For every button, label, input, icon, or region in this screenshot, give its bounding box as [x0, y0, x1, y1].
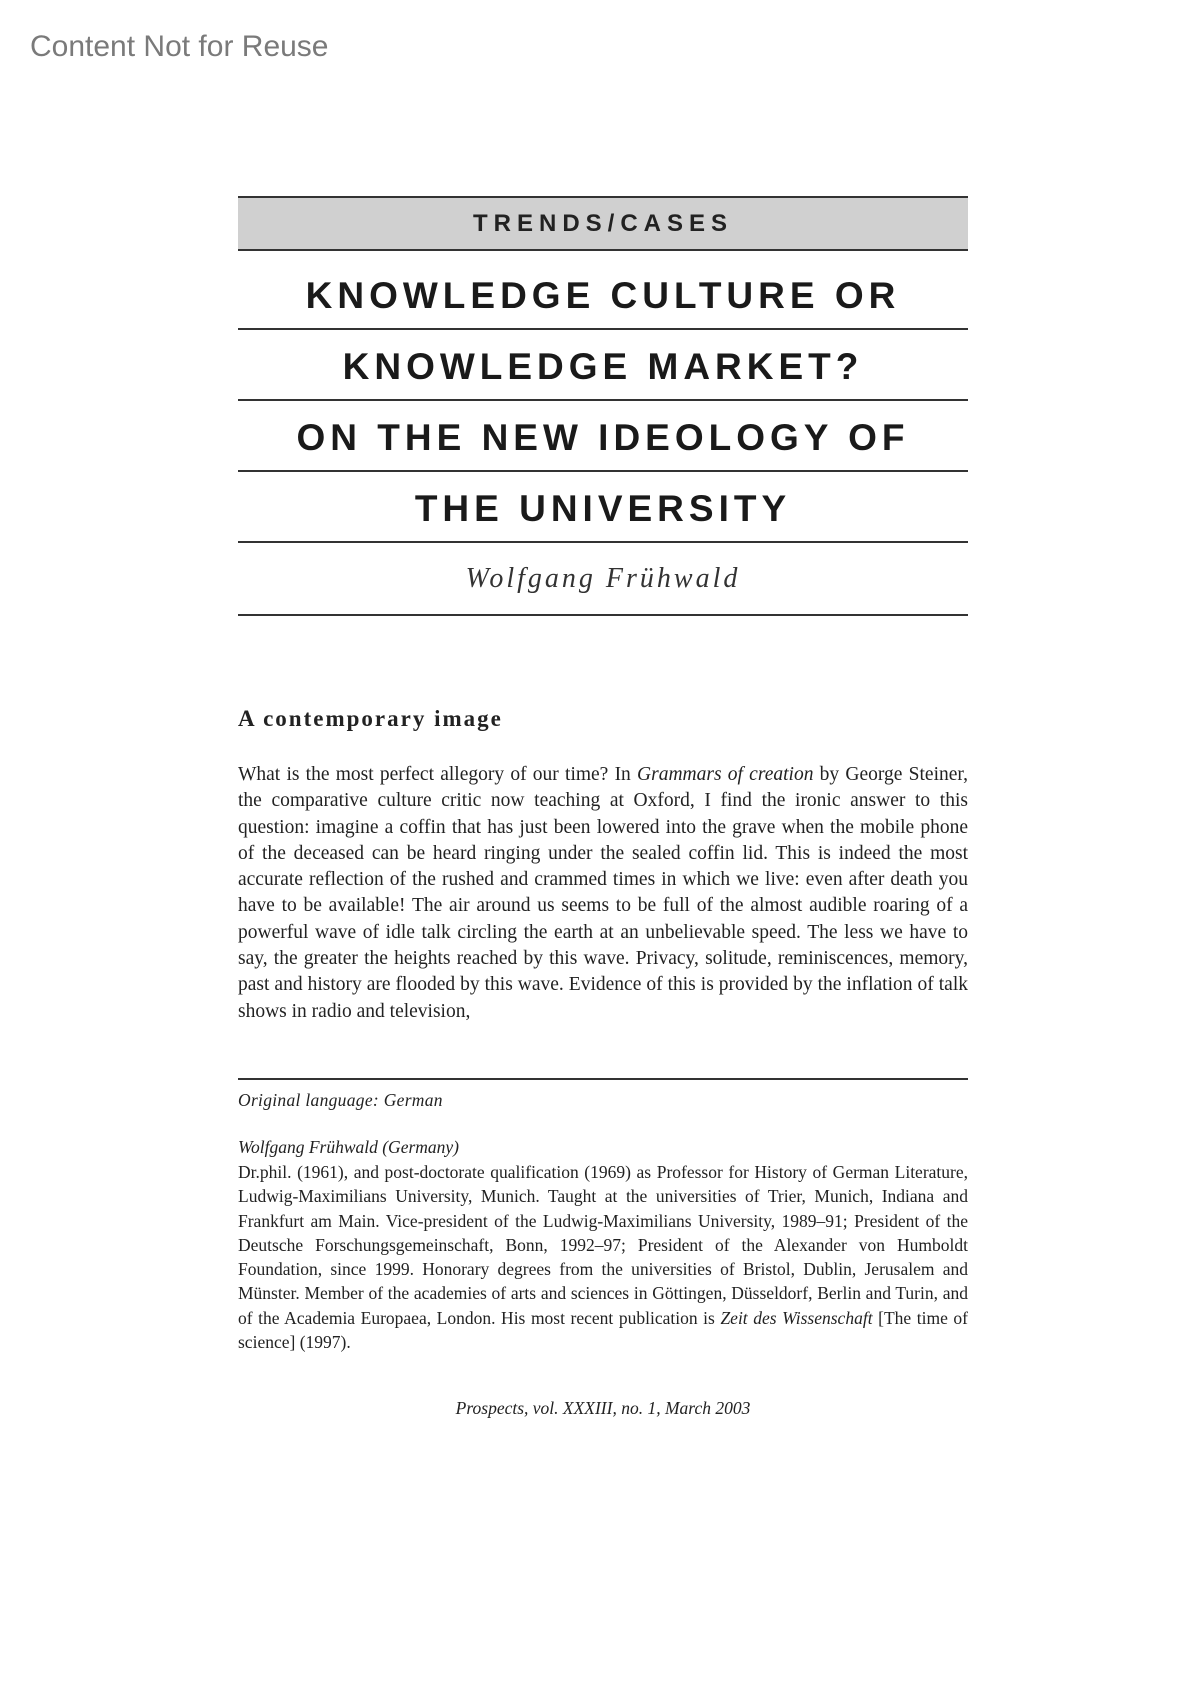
title-line-3: ON THE NEW IDEOLOGY OF: [238, 401, 968, 472]
watermark: Content Not for Reuse: [30, 30, 329, 63]
paragraph-text-start: What is the most perfect allegory of our time? In: [238, 764, 638, 785]
journal-citation: Prospects, vol. XXXIII, no. 1, March 2003: [455, 1398, 751, 1418]
original-language-note: Original language: German: [238, 1090, 443, 1110]
title-line-4: THE UNIVERSITY: [238, 472, 968, 543]
paragraph-text-rest: by George Steiner, the comparative culture critic now teaching at Oxford, I find the ironic answer to this question: imagine a coffin that has just been lowered into the grave when the mobile phone of the deceased can be heard ringing under the sealed coffin lid. This is indeed the most accurate reflection of the rushed and crammed times in which we live: even after death you have to be available! The air around us seems to be full of the almost audible roaring of a powerful wave of idle talk circling the earth at an unbelievable speed. The less we have to say, the greater the heights reached by this wave. Privacy, solitude, reminiscences, memory, past and history are flooded by this wave. Evidence of this is provided by the inflation of talk shows in radio and television,: [238, 764, 968, 1022]
publication-title: Zeit des Wissenschaft: [720, 1307, 873, 1328]
title-line-1: KNOWLEDGE CULTURE OR: [238, 259, 968, 330]
publication-rest: [The time of science] (1997).: [238, 1307, 969, 1353]
author-bio-text: Dr.phil. (1961), and post-doctorate qualification (1969) as Professor for History of German Literature, Ludwig-Maximilians University, Munich. Taught at the universities of Trier, Munich, Indiana and Frankfurt am Main. Vice-president of the Ludwig-Maximilians University, 1989–91; President of the Deutsche Forschungsgemeinschaft, Bonn, 1992–97; President of the Alexander von Humboldt Foundation, since 1999. Honorary degrees from the universities of Bristol, Dublin, Jerusalem and Münster. Member of the academies of arts and sciences in Göttingen, Düsseldorf, Berlin and Turin, and of the Academia Europaea, London. His most recent publication is: [238, 1162, 968, 1328]
article-title: [238, 259, 968, 616]
section-heading: A contemporary image: [238, 706, 503, 731]
author-name: Wolfgang Frühwald: [238, 543, 968, 616]
title-line-2: KNOWLEDGE MARKET?: [238, 330, 968, 401]
author-bio: [238, 1160, 968, 1354]
body-paragraph: [238, 762, 968, 1025]
author-bio-name: Wolfgang Frühwald (Germany): [238, 1137, 460, 1157]
footnote-divider: [238, 1078, 968, 1080]
section-banner: TRENDS/CASES: [238, 196, 968, 251]
book-title: Grammars of creation: [637, 764, 814, 785]
